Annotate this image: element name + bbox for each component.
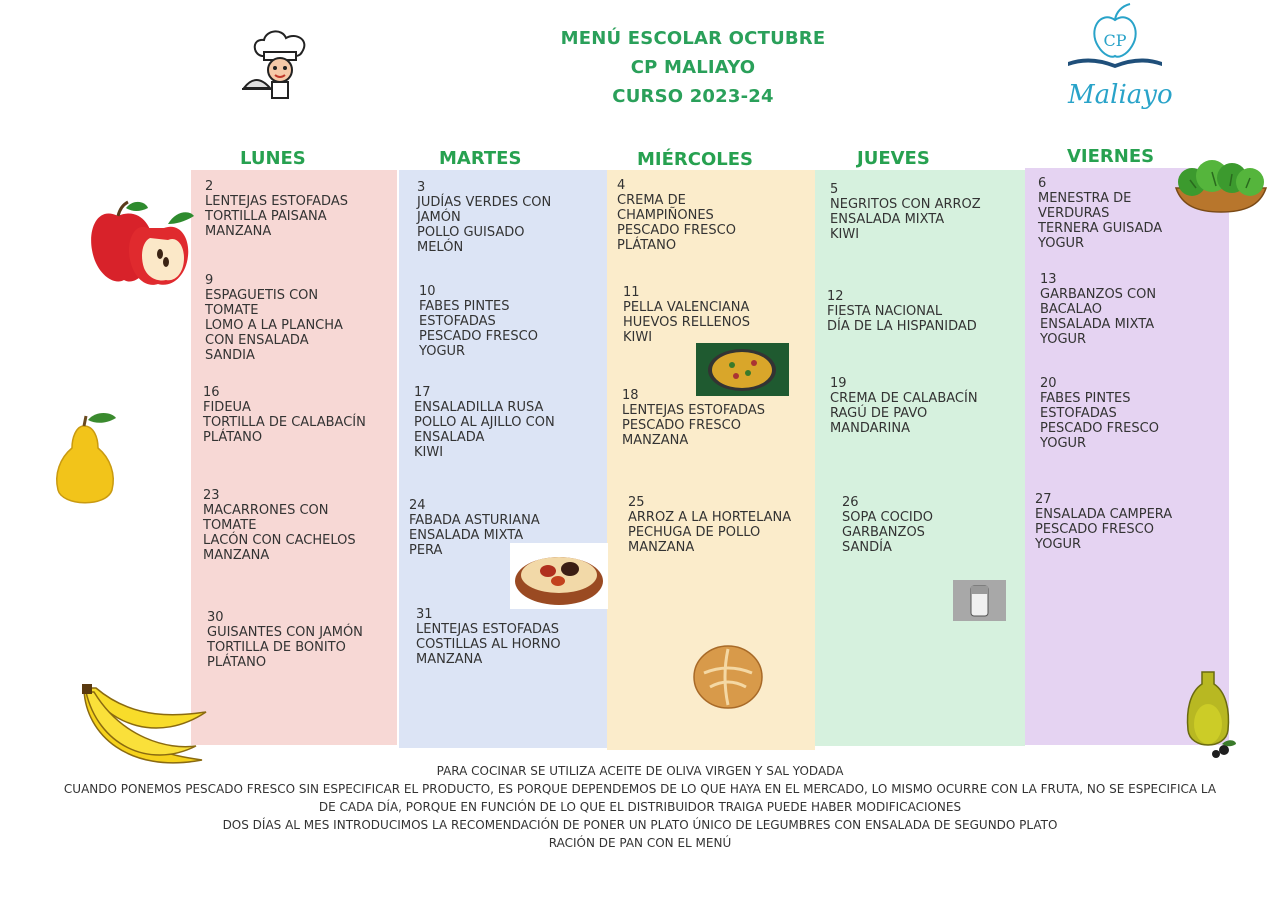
day-header-jueves: JUEVES <box>857 148 930 169</box>
day-number: 3 <box>417 180 426 195</box>
day-number: 20 <box>1040 376 1057 391</box>
day-header-viernes: VIERNES <box>1067 146 1155 167</box>
menu-day-11 <box>623 285 815 345</box>
dish-line: PECHUGA DE POLLO <box>628 525 761 540</box>
menu-day-16 <box>203 385 395 445</box>
menu-day-5 <box>830 182 1022 242</box>
dish-line: CON ENSALADA <box>205 333 309 348</box>
dish-line: YOGUR <box>1040 436 1087 451</box>
day-number: 12 <box>827 289 844 304</box>
dish-line: JUDÍAS VERDES CON <box>417 195 552 210</box>
day-header-lunes: LUNES <box>240 148 306 169</box>
title-line-2: CP MALIAYO <box>630 57 756 78</box>
dish-line: YOGUR <box>1040 332 1087 347</box>
dish-line: TOMATE <box>203 518 257 533</box>
menu-day-12 <box>827 289 1019 334</box>
dish-line: TOMATE <box>205 303 259 318</box>
menu-title <box>480 24 906 111</box>
menu-day-30 <box>207 610 399 670</box>
dish-line: ESPAGUETIS CON <box>205 288 319 303</box>
dish-line: FABADA ASTURIANA <box>409 513 540 528</box>
day-number: 24 <box>409 498 426 513</box>
day-number: 4 <box>617 178 626 193</box>
day-number: 31 <box>416 607 433 622</box>
dish-line: MANZANA <box>205 224 272 239</box>
day-number: 16 <box>203 385 220 400</box>
dish-line: MANZANA <box>628 540 695 555</box>
day-header-miercoles: MIÉRCOLES <box>637 149 754 170</box>
dish-line: FIESTA NACIONAL <box>827 304 943 319</box>
dish-line: LACÓN CON CACHELOS <box>203 533 356 548</box>
school-logo-icon <box>1060 0 1170 80</box>
day-number: 27 <box>1035 492 1052 507</box>
dish-line: MANZANA <box>622 433 689 448</box>
dish-line: PESCADO FRESCO <box>1035 522 1154 537</box>
salt-shaker-icon <box>953 580 1006 621</box>
dish-line: MANZANA <box>416 652 483 667</box>
dish-line: MANZANA <box>203 548 270 563</box>
dish-line: GUISANTES CON JAMÓN <box>207 625 363 640</box>
dish-line: LENTEJAS ESTOFADAS <box>622 403 765 418</box>
dish-line: LENTEJAS ESTOFADAS <box>416 622 559 637</box>
column-jueves <box>815 170 1025 746</box>
menu-day-23 <box>203 488 395 563</box>
dish-line: POLLO AL AJILLO CON <box>414 415 555 430</box>
pear-icon <box>50 410 120 510</box>
fabada-icon <box>510 543 608 609</box>
bread-roll-icon <box>692 643 764 709</box>
title-line-1: MENÚ ESCOLAR OCTUBRE <box>560 28 826 49</box>
dish-line: COSTILLAS AL HORNO <box>416 637 561 652</box>
menu-day-10 <box>419 284 611 359</box>
dish-line: MANDARINA <box>830 421 910 436</box>
dish-line: PESCADO FRESCO <box>617 223 736 238</box>
day-number: 6 <box>1038 176 1047 191</box>
dish-line: MELÓN <box>417 240 464 255</box>
dish-line: ENSALADA MIXTA <box>1040 317 1155 332</box>
dish-line: PLÁTANO <box>207 655 267 670</box>
school-logo-text: Maliayo <box>1068 80 1173 110</box>
dish-line: PERA <box>409 543 443 558</box>
dish-line: TORTILLA DE CALABACÍN <box>203 415 366 430</box>
dish-line: ESTOFADAS <box>419 314 496 329</box>
dish-line: FIDEUA <box>203 400 251 415</box>
dish-line: KIWI <box>623 330 653 345</box>
dish-line: PESCADO FRESCO <box>1040 421 1159 436</box>
day-header-martes: MARTES <box>439 148 522 169</box>
dish-line: GARBANZOS CON <box>1040 287 1157 302</box>
day-number: 2 <box>205 179 214 194</box>
dish-line: MENESTRA DE <box>1038 191 1132 206</box>
dish-line: YOGUR <box>419 344 466 359</box>
dish-line: CREMA DE <box>617 193 686 208</box>
menu-day-25 <box>628 495 820 555</box>
dish-line: TERNERA GUISADA <box>1038 221 1163 236</box>
dish-line: PESCADO FRESCO <box>622 418 741 433</box>
chef-icon <box>240 26 320 106</box>
menu-day-19 <box>830 376 1022 436</box>
dish-line: YOGUR <box>1038 236 1085 251</box>
dish-line: KIWI <box>414 445 444 460</box>
dish-line: CHAMPIÑONES <box>617 208 714 223</box>
day-number: 23 <box>203 488 220 503</box>
menu-day-18 <box>622 388 814 448</box>
dish-line: KIWI <box>830 227 860 242</box>
dish-line: PELLA VALENCIANA <box>623 300 750 315</box>
paella-icon <box>696 343 789 396</box>
menu-day-26 <box>842 495 1034 555</box>
footer-notes <box>40 762 1240 852</box>
day-number: 26 <box>842 495 859 510</box>
column-viernes <box>1025 168 1229 745</box>
menu-day-31 <box>416 607 608 667</box>
menu-day-9 <box>205 273 397 363</box>
logo-initials: CP <box>1103 31 1127 50</box>
dish-line: RAGÚ DE PAVO <box>830 406 928 421</box>
dish-line: HUEVOS RELLENOS <box>623 315 750 330</box>
day-number: 13 <box>1040 272 1057 287</box>
apple-icon <box>88 198 198 290</box>
day-number: 10 <box>419 284 436 299</box>
dish-line: CREMA DE CALABACÍN <box>830 391 978 406</box>
lettuce-bowl-icon <box>1170 158 1272 214</box>
menu-day-27 <box>1035 492 1227 552</box>
footer-line-4: RACIÓN DE PAN CON EL MENÚ <box>548 836 732 850</box>
dish-line: ESTOFADAS <box>1040 406 1117 421</box>
dish-line: TORTILLA PAISANA <box>205 209 327 224</box>
dish-line: YOGUR <box>1035 537 1082 552</box>
dish-line: ENSALADA CAMPERA <box>1035 507 1173 522</box>
olive-oil-icon <box>1182 670 1238 760</box>
menu-day-20 <box>1040 376 1232 451</box>
dish-line: LOMO A LA PLANCHA <box>205 318 343 333</box>
dish-line: POLLO GUISADO <box>417 225 525 240</box>
dish-line: LENTEJAS ESTOFADAS <box>205 194 348 209</box>
day-number: 11 <box>623 285 640 300</box>
dish-line: BACALAO <box>1040 302 1102 317</box>
dish-line: DÍA DE LA HISPANIDAD <box>827 319 977 334</box>
footer-line-2: CUANDO PONEMOS PESCADO FRESCO SIN ESPECIFICAR EL PRODUCTO, ES PORQUE DEPENDEMOS DE LO QUE HAYA EN EL MERCADO, LO MISMO OCURRE CON LA FRUTA, NO SE ESPECIFICA LA DE CADA DÍA, PORQUE EN FUNCIÓN DE LO QUE EL DISTRIBUIDOR TRAIGA PUEDE HABER MODIFICACIONES <box>63 782 1217 814</box>
dish-line: PESCADO FRESCO <box>419 329 538 344</box>
dish-line: FABES PINTES <box>1040 391 1131 406</box>
day-number: 5 <box>830 182 839 197</box>
dish-line: PLÁTANO <box>203 430 263 445</box>
title-line-3: CURSO 2023-24 <box>612 86 774 107</box>
dish-line: MACARRONES CON <box>203 503 329 518</box>
day-number: 9 <box>205 273 214 288</box>
dish-line: VERDURAS <box>1038 206 1110 221</box>
menu-day-13 <box>1040 272 1232 347</box>
dish-line: TORTILLA DE BONITO <box>207 640 346 655</box>
dish-line: FABES PINTES <box>419 299 510 314</box>
menu-day-17 <box>414 385 606 460</box>
dish-line: ENSALADA MIXTA <box>830 212 945 227</box>
dish-line: NEGRITOS CON ARROZ <box>830 197 981 212</box>
menu-day-3 <box>417 180 609 255</box>
footer-line-3: DOS DÍAS AL MES INTRODUCIMOS LA RECOMENDACIÓN DE PONER UN PLATO ÚNICO DE LEGUMBRES CON ENSALADA DE SEGUNDO PLATO <box>222 818 1058 832</box>
dish-line: SOPA COCIDO <box>842 510 933 525</box>
dish-line: GARBANZOS <box>842 525 925 540</box>
day-number: 25 <box>628 495 645 510</box>
menu-day-2 <box>205 179 397 239</box>
dish-line: JAMÓN <box>417 210 461 225</box>
day-number: 17 <box>414 385 431 400</box>
day-number: 30 <box>207 610 224 625</box>
footer-line-1: PARA COCINAR SE UTILIZA ACEITE DE OLIVA VIRGEN Y SAL YODADA <box>436 764 844 778</box>
day-number: 19 <box>830 376 847 391</box>
dish-line: ENSALADILLA RUSA <box>414 400 544 415</box>
menu-day-4 <box>617 178 809 253</box>
dish-line: ENSALADA <box>414 430 485 445</box>
dish-line: PLÁTANO <box>617 238 677 253</box>
dish-line: ARROZ A LA HORTELANA <box>628 510 792 525</box>
dish-line: ENSALADA MIXTA <box>409 528 524 543</box>
dish-line: SANDIA <box>205 348 255 363</box>
dish-line: SANDÍA <box>842 540 892 555</box>
day-number: 18 <box>622 388 639 403</box>
